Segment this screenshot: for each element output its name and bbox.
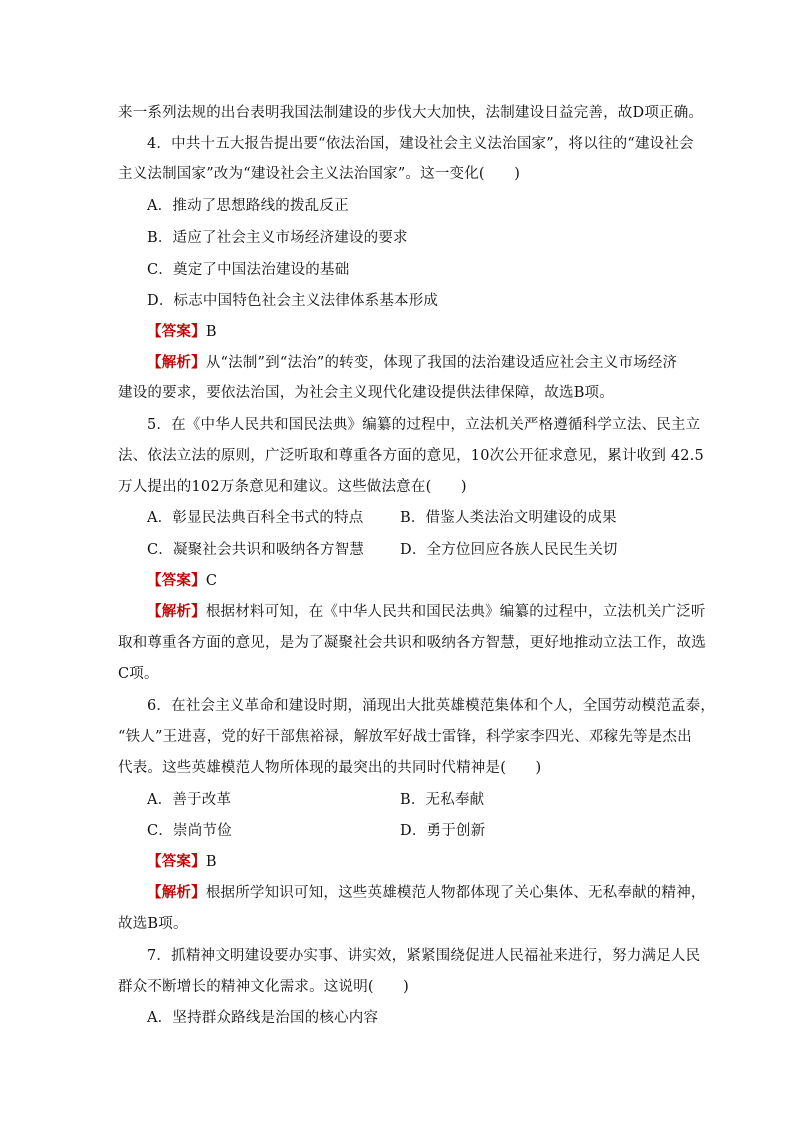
option-d: D．全方位回应各族人民民生关切 [400, 542, 618, 558]
question-4-stem-cont: 主义法制国家”改为“建设社会主义法治国家”。这一变化( ) [118, 166, 521, 182]
analysis-text: 根据材料可知，在《中华人民共和国民法典》编纂的过程中，立法机关广泛听 [205, 604, 706, 620]
option-b: B．无私奉献 [400, 792, 485, 808]
option-a: A．善于改革 [147, 792, 232, 808]
option-c: C．崇尚节俭 [147, 823, 232, 839]
option-c: C．凝聚社会共识和吸纳各方智慧 [147, 542, 365, 558]
question-5-stem-cont: 万人提出的102万条意见和建议。这些做法意在( ) [118, 479, 467, 495]
analysis-line [147, 602, 706, 622]
answer-line [147, 322, 217, 342]
question-7-stem-cont: 群众不断增长的精神文化需求。这说明( ) [118, 979, 410, 995]
option-d: D．勇于创新 [400, 823, 486, 839]
analysis-text-cont: 故选B项。 [118, 916, 188, 932]
analysis-text: 根据所学知识可知，这些英雄模范人物都体现了关心集体、无私奉献的精神， [205, 885, 706, 901]
analysis-tag: 【解析】 [147, 884, 206, 901]
question-6-stem-cont: 代表。这些英雄模范人物所体现的最突出的共同时代精神是( ) [118, 760, 542, 776]
answer-tag: 【答案】 [147, 853, 206, 870]
question-7-stem: 7．抓精神文明建设要办实事、讲实效，紧紧围绕促进人民福祉来进行，努力满足人民 [147, 948, 701, 964]
question-6-stem: 6．在社会主义革命和建设时期，涌现出大批英雄模范集体和个人，全国劳动模范孟泰， [147, 698, 716, 714]
option-b: B．借鉴人类法治文明建设的成果 [400, 510, 617, 526]
answer-tag: 【答案】 [147, 323, 206, 340]
answer-value: C [205, 573, 218, 589]
answer-line [147, 571, 217, 591]
text-line: 来一系列法规的出台表明我国法制建设的步伐大大加快，法制建设日益完善，故D项正确。 [118, 105, 704, 121]
question-5-stem-cont: 法、依法立法的原则，广泛听取和尊重各方面的意见，10次公开征求意见，累计收到 42.5 [118, 448, 704, 464]
answer-line [147, 852, 217, 872]
option-b: B．适应了社会主义市场经济建设的要求 [147, 230, 408, 246]
analysis-tag: 【解析】 [147, 603, 206, 620]
option-a: A．彰显民法典百科全书式的特点 [147, 510, 364, 526]
answer-value: B [205, 324, 217, 340]
option-a: A．推动了思想路线的拨乱反正 [147, 198, 349, 214]
answer-tag: 【答案】 [147, 572, 206, 589]
analysis-text-cont: 取和尊重各方面的意见，是为了凝聚社会共识和吸纳各方智慧，更好地推动立法工作，故选 [118, 635, 706, 651]
analysis-line [147, 883, 706, 903]
analysis-tag: 【解析】 [147, 354, 206, 371]
analysis-line [147, 353, 677, 373]
option-c: C．奠定了中国法治建设的基础 [147, 262, 350, 278]
analysis-text-cont: C项。 [118, 666, 159, 682]
question-5-stem: 5．在《中华人民共和国民法典》编纂的过程中，立法机关严格遵循科学立法、民主立 [147, 417, 701, 433]
analysis-text: 从“法制”到“法治”的转变，体现了我国的法治建设适应社会主义市场经济 [205, 355, 678, 371]
option-d: D．标志中国特色社会主义法律体系基本形成 [147, 293, 439, 309]
option-a: A．坚持群众路线是治国的核心内容 [147, 1010, 379, 1026]
answer-value: B [205, 854, 217, 870]
analysis-text-cont: 建设的要求，要依法治国，为社会主义现代化建设提供法律保障，故选B项。 [118, 385, 614, 401]
question-4-stem: 4．中共十五大报告提出要“依法治国，建设社会主义法治国家”，将以往的“建设社会 [147, 136, 694, 152]
question-6-stem-cont: “铁人”王进喜，党的好干部焦裕禄，解放军好战士雷锋，科学家李四光、邓稼先等是杰出 [118, 729, 692, 745]
